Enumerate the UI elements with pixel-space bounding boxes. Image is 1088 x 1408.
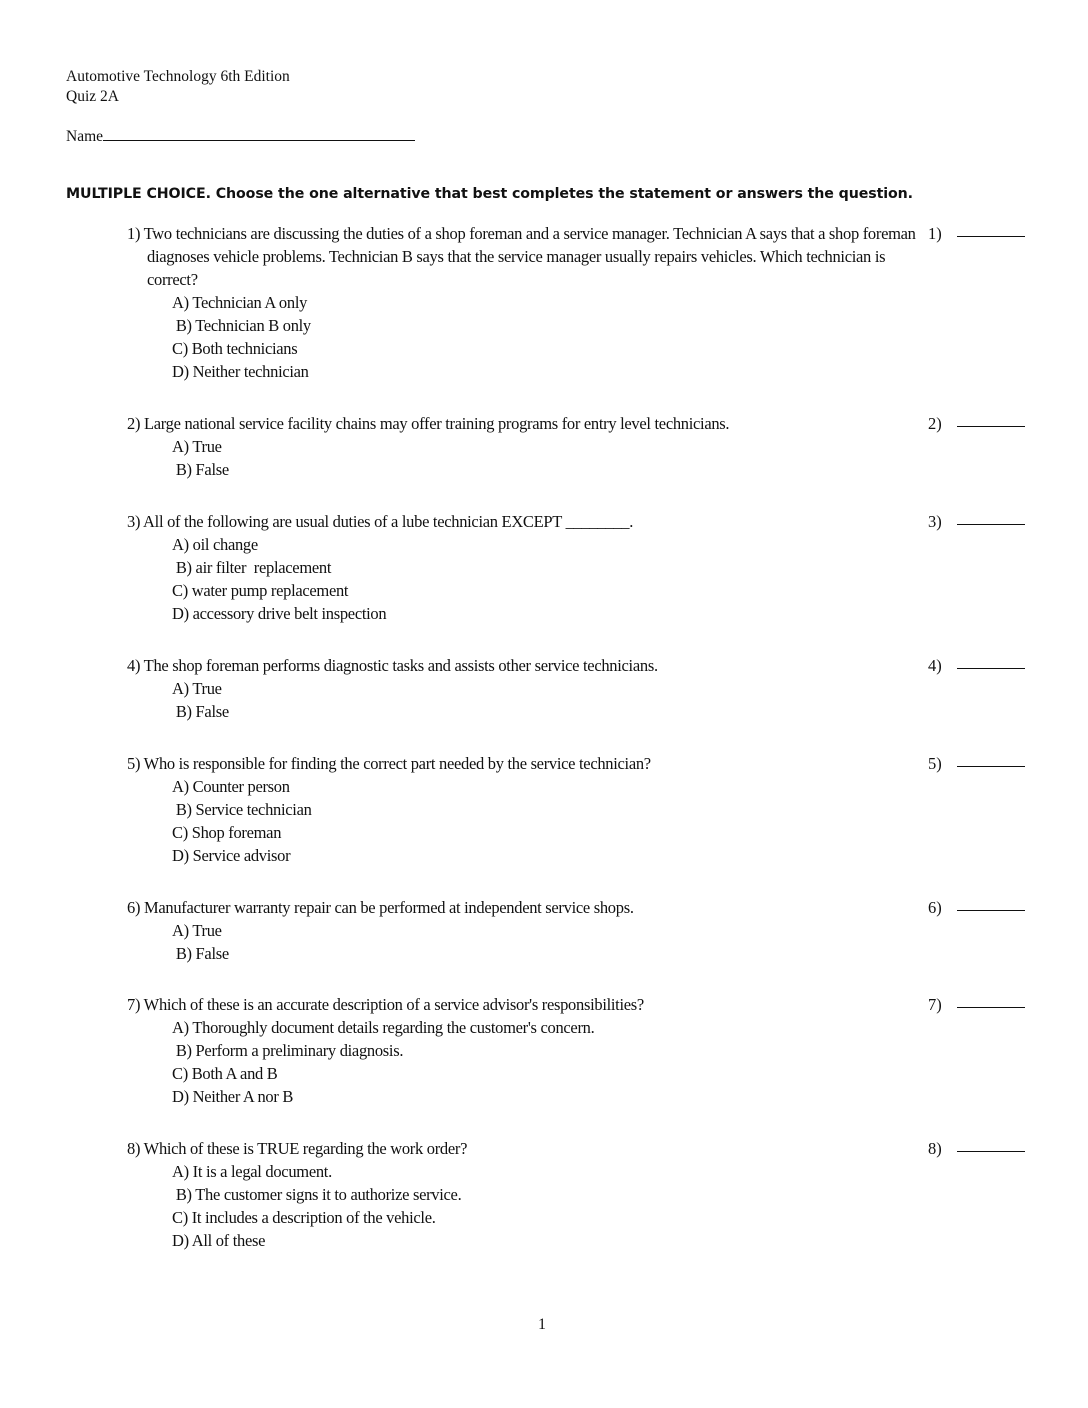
name-blank[interactable]: [103, 126, 415, 141]
answer-option: B) False: [172, 944, 229, 963]
answer-blank[interactable]: [957, 1007, 1025, 1008]
answer-blank[interactable]: [957, 668, 1025, 669]
question-text: 4) The shop foreman performs diagnostic tasks and assists other service technicians.: [127, 656, 658, 675]
answer-option: A) Technician A only: [172, 293, 308, 312]
question-text: 7) Which of these is an accurate description of a service advisor's responsibilities?: [127, 995, 644, 1014]
answer-number: 4): [928, 656, 942, 675]
answer-blank[interactable]: [957, 236, 1025, 237]
answer-option: A) True: [172, 921, 222, 940]
question-4: [127, 654, 1088, 723]
answer-number: 3): [928, 512, 942, 531]
answer-option: A) Counter person: [172, 777, 290, 796]
answer-blank[interactable]: [957, 910, 1025, 911]
question-text: 1) Two technicians are discussing the duties of a shop foreman and a service manager. Technician A says that a shop foreman diagnoses vehicle problems. Technician B says that the service manager usually repairs vehicles. Which technician is correct?: [127, 224, 916, 289]
answer-option: A) True: [172, 437, 222, 456]
answer-blank[interactable]: [957, 1151, 1025, 1152]
answer-option: C) It includes a description of the vehicle.: [172, 1208, 436, 1227]
question-text: 5) Who is responsible for finding the correct part needed by the service technician?: [127, 754, 651, 773]
answer-option: D) Neither technician: [172, 362, 309, 381]
question-text: 6) Manufacturer warranty repair can be performed at independent service shops.: [127, 898, 634, 917]
answer-option: B) Service technician: [172, 800, 312, 819]
question-5: [127, 752, 1088, 867]
name-field[interactable]: [66, 126, 415, 146]
answer-option: B) False: [172, 460, 229, 479]
answer-blank[interactable]: [957, 426, 1025, 427]
answer-number: 1): [928, 224, 942, 243]
question-text: 3) All of the following are usual duties of a lube technician EXCEPT ________.: [127, 512, 634, 531]
question-3: [127, 510, 1088, 625]
answer-option: C) Both A and B: [172, 1064, 278, 1083]
answer-option: B) Perform a preliminary diagnosis.: [172, 1041, 404, 1060]
question-2: [127, 412, 1088, 481]
question-1: [127, 222, 1088, 383]
answer-number: 8): [928, 1139, 942, 1158]
answer-blank[interactable]: [957, 766, 1025, 767]
name-label: Name: [66, 128, 104, 145]
answer-number: 6): [928, 898, 942, 917]
answer-option: C) Shop foreman: [172, 823, 282, 842]
answer-number: 5): [928, 754, 942, 773]
answer-option: A) Thoroughly document details regarding the customer's concern.: [172, 1018, 595, 1037]
page-number: 1: [538, 1316, 546, 1333]
answer-number: 7): [928, 995, 942, 1014]
answer-option: B) The customer signs it to authorize service.: [172, 1185, 462, 1204]
answer-option: B) air filter replacement: [172, 558, 332, 577]
answer-option: D) All of these: [172, 1231, 266, 1250]
quiz-title: Quiz 2A: [66, 88, 119, 105]
answer-option: D) Service advisor: [172, 846, 291, 865]
answer-option: B) False: [172, 702, 229, 721]
answer-option: B) Technician B only: [172, 316, 311, 335]
answer-option: A) oil change: [172, 535, 258, 554]
answer-option: A) True: [172, 679, 222, 698]
question-7: [127, 993, 1088, 1108]
instructions: MULTIPLE CHOICE. Choose the one alternative that best completes the statement or answers the question.: [66, 186, 913, 202]
answer-option: C) Both technicians: [172, 339, 298, 358]
question-text: 8) Which of these is TRUE regarding the work order?: [127, 1139, 468, 1158]
answer-number: 2): [928, 414, 942, 433]
answer-blank[interactable]: [957, 524, 1025, 525]
answer-option: D) Neither A nor B: [172, 1087, 294, 1106]
answer-option: D) accessory drive belt inspection: [172, 604, 387, 623]
question-text: 2) Large national service facility chains may offer training programs for entry level technicians.: [127, 414, 730, 433]
question-8: [127, 1137, 1088, 1252]
course-title: Automotive Technology 6th Edition: [66, 68, 290, 85]
question-6: [127, 896, 1088, 965]
answer-option: C) water pump replacement: [172, 581, 349, 600]
answer-option: A) It is a legal document.: [172, 1162, 332, 1181]
